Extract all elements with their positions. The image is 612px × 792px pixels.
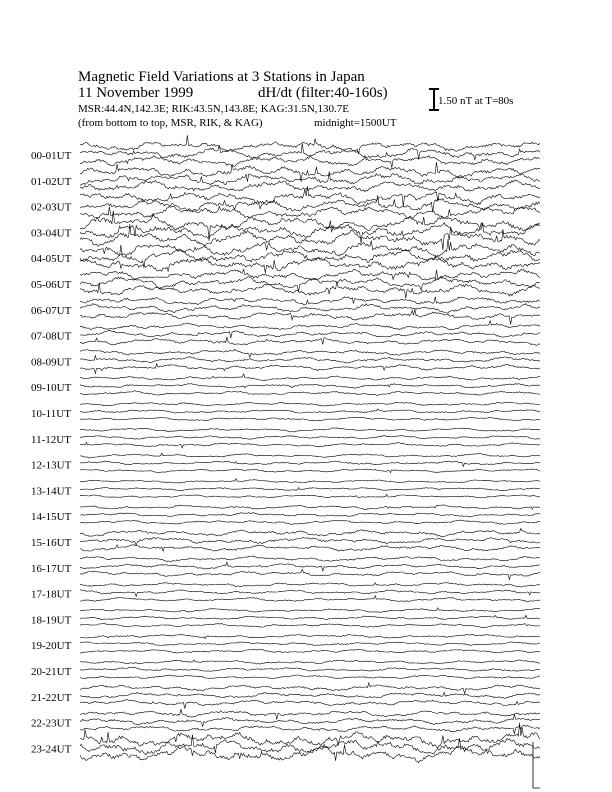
series-trace-rik [80,692,540,698]
hour-label: 01-02UT [31,175,72,188]
series-trace-msr [80,206,540,218]
stations-label: MSR:44.4N,142.3E; RIK:43.5N,143.8E; KAG:31.5N,130.7E [78,103,350,115]
series-trace-rik [80,667,540,671]
series-trace-kag [80,556,540,562]
hour-label: 09-10UT [31,382,72,395]
series-trace-rik [80,538,540,546]
series-trace-kag [80,349,540,357]
series-trace-msr [80,649,540,653]
series-trace-msr [80,494,540,498]
series-trace-rik [80,562,540,571]
hour-label: 16-17UT [31,562,72,575]
scale-label: 1.50 nT at T=80s [438,95,514,107]
series-trace-rik [80,221,540,244]
series-trace-msr [80,337,540,346]
hour-label: 17-18UT [31,588,72,601]
series-trace-msr [80,675,540,679]
series-trace-rik [80,171,540,185]
series-trace-kag [80,297,540,305]
series-trace-kag [80,723,540,748]
hour-label: 00-01UT [31,150,72,162]
hour-label: 15-16UT [31,537,72,549]
series-trace-kag [80,479,540,484]
hour-label: 12-13UT [31,459,72,472]
series-trace-kag [80,709,540,720]
series-trace-msr [80,545,540,552]
date-label: 11 November 1999 [78,85,194,101]
hour-label: 19-20UT [31,640,72,653]
series-trace-kag [80,660,540,664]
series-trace-kag [80,374,540,381]
hour-label: 10-11UT [31,408,71,420]
hour-label: 05-06UT [31,279,72,291]
series-trace-rik [80,735,540,755]
quantity-label: dH/dt (filter:40-160s) [258,85,388,101]
series-trace-kag [80,186,540,207]
hour-label: 18-19UT [31,614,72,627]
series-trace-kag [80,402,540,406]
series-trace-msr [80,156,540,168]
hour-label: 14-15UT [31,511,72,524]
hour-label: 08-09UT [31,356,72,369]
series-trace-rik [80,330,540,338]
hour-label: 20-21UT [31,666,72,678]
series-trace-kag [80,135,540,154]
chart-title: Magnetic Field Variations at 3 Stations in Japan [78,69,365,85]
series-trace-kag [80,505,540,509]
series-trace-msr [80,469,540,473]
series-trace-rik [80,488,540,491]
hour-label: 11-12UT [31,433,71,446]
series-trace-rik [80,642,540,646]
series-trace-rik [80,513,540,517]
hour-label: 04-05UT [31,253,72,266]
series-trace-msr [80,282,540,299]
hour-label: 07-08UT [31,330,72,343]
hour-label: 23-24UT [31,743,72,756]
hour-label: 13-14UT [31,485,72,498]
series-trace-kag [80,583,540,588]
series-trace-rik [80,409,540,413]
series-trace-rik [80,304,540,313]
series-trace-kag [80,453,540,458]
series-trace-msr [80,725,540,734]
series-trace-msr [80,309,540,324]
series-trace-msr [80,417,540,421]
hour-label: 22-23UT [31,717,72,730]
order-note: (from bottom to top, MSR, RIK, & KAG) [78,117,263,129]
series-trace-kag [80,683,540,694]
hour-label: 21-22UT [31,691,72,704]
end-marker [533,742,540,788]
series-trace-msr [80,700,540,709]
series-trace-msr [80,596,540,602]
series-trace-kag [80,529,540,537]
series-trace-kag [80,428,540,432]
hour-label: 06-07UT [31,304,72,317]
series-trace-kag [80,634,540,638]
series-trace-msr [80,738,540,763]
series-trace-rik [80,356,540,364]
hour-label: 03-04UT [31,227,72,240]
series-trace-kag [80,608,540,613]
series-trace-rik [80,589,540,596]
series-trace-msr [80,623,540,627]
series-trace-rik [80,714,540,726]
midnight-note: midnight=1500UT [314,117,397,129]
series-trace-rik [80,615,540,619]
hour-label: 02-03UT [31,201,72,214]
series-trace-msr [80,442,540,448]
series-trace-msr [80,364,540,374]
series-trace-rik [80,277,540,292]
series-trace-rik [80,436,540,440]
series-trace-msr [80,569,540,579]
series-trace-rik [80,461,540,466]
series-trace-kag [80,321,540,330]
series-trace-msr [80,391,540,396]
series-trace-msr [80,180,540,192]
series-trace-rik [80,384,540,389]
series-trace-msr [80,520,540,524]
series-trace-kag [80,269,540,280]
